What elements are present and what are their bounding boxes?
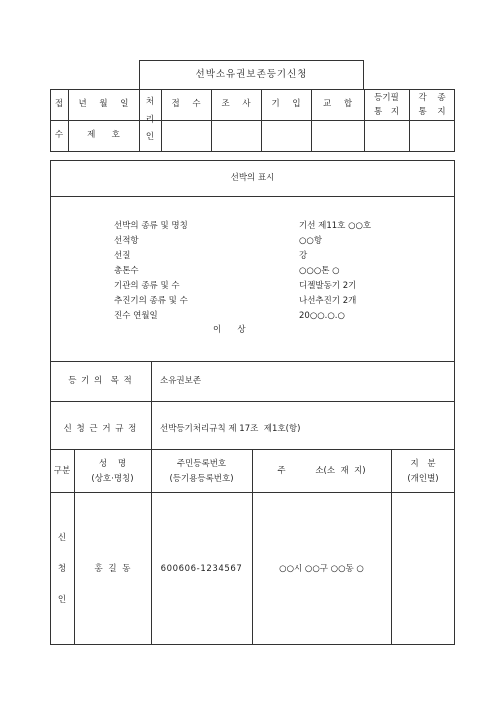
processor-3: 인 [145, 132, 155, 142]
various-notice-2: 통 지 [418, 107, 446, 117]
col-name-header-2: (상호·명칭) [91, 474, 134, 484]
col-name-header-1: 성 명 [98, 459, 127, 469]
purpose-value: 소유권보존 [160, 376, 202, 386]
completion-notice-1: 등기필 [374, 93, 399, 103]
applicant-label-1: 신 [57, 533, 67, 543]
applicant-label-2: 청 [57, 564, 67, 574]
vessel-value-2: 강 [299, 251, 308, 261]
receipt-col-bottom: 수 [54, 130, 64, 140]
vessel-value-3: ○○○톤 ○ [299, 266, 340, 276]
vessel-value-1: ○○항 [299, 236, 323, 246]
review-header: 조 사 [221, 99, 251, 109]
vessel-value-0: 기선 제11호 ○○호 [299, 221, 372, 231]
processor-2: 리 [145, 115, 155, 125]
various-notice-1: 각 종 [418, 93, 446, 103]
vessel-label-0: 선박의 종류 및 명칭 [114, 221, 188, 231]
vessel-end-text: 이 상 [213, 325, 246, 335]
col-type-header: 구분 [53, 466, 71, 476]
col-share-header-2: (개인별) [407, 474, 439, 484]
col-regno-header-2: (등기용등록번호) [169, 474, 234, 484]
receipt-col-top: 접 [54, 99, 64, 109]
vessel-value-4: 디젤발동기 2기 [299, 281, 357, 291]
basis-label: 신 청 근 거 규 정 [63, 424, 138, 434]
purpose-label: 등 기 의 목 적 [68, 376, 133, 386]
vessel-heading: 선박의 표시 [230, 173, 275, 183]
vessel-label-2: 선질 [114, 251, 131, 261]
col-addr-header: 주 소(소 재 지) [277, 466, 366, 476]
applicant-name: 홍 길 동 [94, 564, 131, 574]
vessel-value-5: 나선추진기 2개 [299, 296, 357, 306]
col-regno-header-1: 주민등록번호 [176, 459, 227, 469]
receipt-header: 접 수 [171, 99, 201, 109]
entry-header: 기 입 [271, 99, 301, 109]
vessel-value-6: 20○○.○.○ [299, 311, 345, 321]
col-share-header-1: 지 분 [410, 459, 436, 469]
vessel-label-6: 진수 연월일 [114, 311, 158, 321]
vessel-label-1: 선적항 [114, 236, 139, 246]
date-label: 년 월 일 [78, 99, 129, 109]
applicant-regno: 600606-1234567 [160, 564, 243, 574]
form-title: 선박소유권보존등기신청 [195, 69, 308, 80]
processor-1: 처 [145, 97, 155, 107]
vessel-label-4: 기관의 종류 및 수 [114, 281, 180, 291]
vessel-label-3: 총톤수 [114, 266, 139, 276]
vessel-label-5: 추진기의 종류 및 수 [114, 296, 188, 306]
basis-value: 선박등기처리규칙 제 17조 제1호(항) [160, 424, 301, 434]
applicant-address: ○○시 ○○구 ○○동 ○ [279, 564, 364, 574]
applicant-label-3: 인 [57, 595, 67, 605]
collation-header: 교 합 [322, 99, 353, 109]
number-label: 제 호 [87, 130, 120, 140]
completion-notice-2: 통 지 [373, 107, 400, 117]
